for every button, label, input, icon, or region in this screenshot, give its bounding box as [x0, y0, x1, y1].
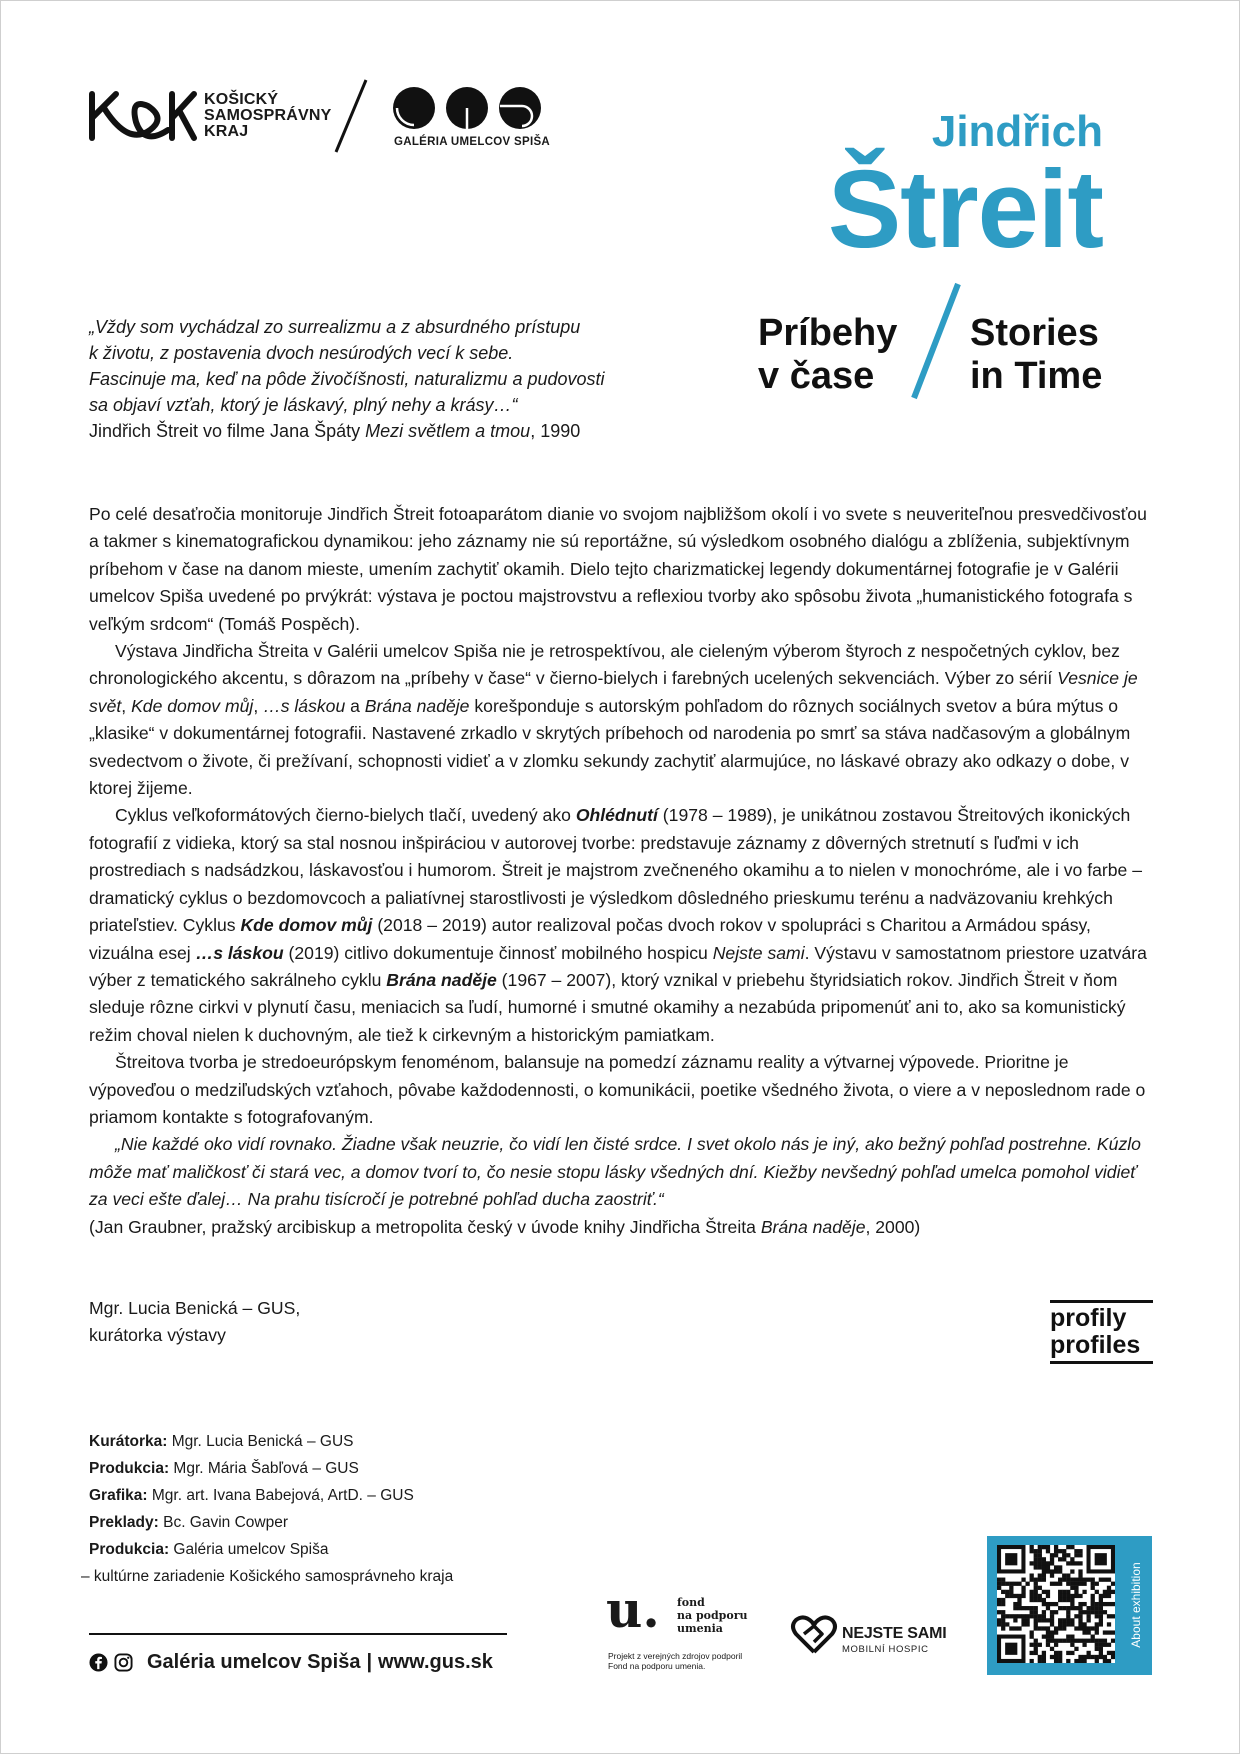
qr-code[interactable]	[997, 1545, 1115, 1663]
body-paragraph-3	[89, 802, 1151, 1049]
qr-label	[1128, 1540, 1146, 1670]
closing-quote-attribution	[89, 1214, 1151, 1241]
profily-text	[1050, 1303, 1153, 1361]
body-text	[89, 501, 1151, 1241]
signature-name: Mgr. Lucia Benická – GUS,	[89, 1298, 301, 1318]
p3-text-b: (1978 – 1989), je unikátnou zostavou Štreitových ikonických fotografií z vidieka, ktorý sa stal nosnou inšpiráciou v autorovej tvorbe: predstavuje záznamy z dôverných stretnutí s ľuďmi v ich prostrediach s nadsádzkou, láskavosťou i humorom. Štreit je majstrom zvečneného okamihu a to nielen v monochróme, ale i vo farbe – dramatický cyklus o bezdomovcoch a paliatívnej starostlivosti je výsledkom dôsledného prieskumu terénu a nadväzovaniu krehkých priateľstiev. Cyklus	[89, 805, 1142, 936]
quote-attr-book: Brána naděje	[760, 1216, 866, 1237]
credit-row	[89, 1455, 453, 1482]
profily-line-2: profiles	[1050, 1331, 1141, 1359]
body-paragraph-1: Po celé desaťročia monitoruje Jindřich Štreit fotoaparátom dianie vo svojom najbližšom okolí i vo svete s neuveriteľnou presvedčivosťou a takmer s kinematografickou dynamikou: jeho záznamy nie sú reportážne, sú výsledkom osobného dialógu a zblíženia, subjektívnym príbehom v čase na danom mieste, umením zachytiť okamih. Dielo tejto charizmatickej legendy dokumentárnej fotografie je v Galérii umelcov Spiša uvedené po prvýkrát: výstava je poctou majstrovstvu a reflexiou tvorby ako spôsobu života „humanistického fotografa s veľkým srdcom“ (Tomáš Pospěch).	[89, 504, 1147, 634]
fond-line-3: umenia	[677, 1622, 723, 1635]
credit-value: Mgr. Lucia Benická – GUS	[167, 1433, 354, 1450]
artist-last-name: Štreit	[827, 148, 1103, 271]
credit-value: Galéria umelcov Spiša	[169, 1541, 329, 1558]
credit-value: Bc. Gavin Cowper	[158, 1514, 289, 1531]
ksk-line-3: KRAJ	[204, 123, 249, 140]
footer	[89, 1650, 493, 1674]
p2-text-b: ,	[121, 695, 132, 716]
subtitle-sk	[758, 312, 897, 398]
attribution-suffix: , 1990	[530, 421, 581, 441]
p2-text-e: korešponduje s autorským pohľadom do rôznych sociálnych svetov a búra mýtus o „klasike“ v dokumentárnej fotografii. Nastavené zrkadlo v skrytých príbehoch od narodenia po smrť sa stáva nadčasovým a globálnym svedectvom o živote, či prežívaní, schopnosti vidieť a v zlomku sekundy zachytiť alarmujúce, no láskavé obrazy ako odkazy o dobe, v ktorej žijeme.	[89, 695, 1131, 799]
footer-website-link[interactable]: www.gus.sk	[378, 1651, 493, 1673]
credit-row-continuation: – kultúrne zariadenie Košického samosprávneho kraja	[81, 1568, 454, 1585]
qr-label-text: About exhibition	[1129, 1562, 1144, 1648]
p2-series-4: Brána naděje	[364, 695, 470, 716]
fond-logo-mark: u.	[606, 1580, 660, 1639]
attribution-film: Mezi světlem a tmou	[365, 421, 531, 441]
credit-value: Mgr. art. Ivana Babejová, ArtD. – GUS	[147, 1487, 414, 1504]
qr-code-icon	[997, 1545, 1115, 1663]
subtitle-slash	[892, 282, 962, 400]
opening-quote-line-2: k životu, z postavenia dvoch nesúrodých vecí k sebe.	[89, 343, 514, 363]
opening-quote-line-1: „Vždy som vychádzal zo surrealizmu a z absurdného prístupu	[89, 317, 581, 337]
body-paragraph-2	[89, 638, 1151, 802]
p2-text-c: ,	[253, 695, 264, 716]
credit-label: Kurátorka:	[89, 1433, 168, 1450]
p3-text-a: Cyklus veľkoformátových čierno-bielych tlačí, uvedený ako	[115, 805, 576, 826]
p3-text-e: . Výstavu v samostatnom priestore uzatvára výber z tematického sakrálneho cyklu	[89, 942, 1147, 990]
ksk-logo-icon	[88, 84, 198, 148]
instagram-icon[interactable]	[114, 1653, 133, 1672]
fond-support-note	[608, 1651, 742, 1671]
subtitle-sk-line-2: v čase	[758, 355, 875, 397]
gus-logo-icon	[392, 84, 542, 132]
credit-row	[89, 1428, 453, 1455]
subtitle-en	[970, 312, 1102, 398]
p3-cycle-2: Kde domov můj	[240, 915, 373, 936]
opening-quote	[89, 314, 689, 444]
credit-label: Preklady:	[89, 1514, 159, 1531]
credit-label: Produkcia:	[89, 1541, 170, 1558]
profily-logo	[1050, 1300, 1153, 1364]
profily-line-1: profily	[1050, 1304, 1127, 1332]
p2-series-3: …s láskou	[263, 695, 346, 716]
gus-logo-text: GALÉRIA UMELCOV SPIŠA	[394, 136, 551, 148]
fond-line-2: na podporu	[677, 1609, 748, 1622]
logo-divider-slash	[330, 78, 370, 154]
nejste-sami-subtitle: MOBILNÍ HOSPIC	[842, 1644, 929, 1655]
ksk-logo-text	[204, 92, 332, 140]
p2-text-a: Výstava Jindřicha Štreita v Galérii umelcov Spiša nie je retrospektívou, ale cieleným výberom štyroch z nespočetných cyklov, bez chronologického akcentu, s dôrazom na „príbehy v čase“ v čierno-bielych i farebných ucelených sekvenciách. Výber zo sérií	[89, 641, 1120, 689]
p3-cycle-3: …s láskou	[195, 942, 284, 963]
p2-series-2: Kde domov můj	[131, 695, 254, 716]
quote-attr-b: , 2000)	[865, 1216, 921, 1237]
credit-label: Produkcia:	[89, 1460, 170, 1477]
opening-quote-line-4: sa objaví vzťah, ktorý je láskavý, plný nehy a krásy…“	[89, 395, 518, 415]
nejste-sami-name: NEJSTE SAMI	[842, 1625, 947, 1642]
credit-value: Mgr. Mária Šabľová – GUS	[169, 1460, 359, 1477]
opening-quote-attribution	[89, 418, 689, 444]
credit-label: Grafika:	[89, 1487, 148, 1504]
curator-signature	[89, 1295, 300, 1350]
subtitle-sk-line-1: Príbehy	[758, 312, 898, 354]
p3-text-f: (1967 – 2007), ktorý vznikal v priebehu štyridsiatich rokov. Jindřich Štreit v ňom sleduje rôzne cirkvi v plynutí času, meniacich sa ľudí, humorné i smutné okamihy a nezabúda pripomenúť ani to, ako sa komunistický režim choval nielen k duchovným, ale tiež k cirkevným a historickým pamiatkam.	[89, 969, 1126, 1045]
p2-text-d: a	[345, 695, 365, 716]
profily-rule-bottom	[1050, 1361, 1153, 1364]
subtitle-en-line-1: Stories	[970, 312, 1099, 354]
p3-text-c: (2018 – 2019) autor realizoval počas dvoch rokov v spolupráci s Charitou a Armádou spásy, vizuálna esej	[89, 915, 1091, 963]
attribution-prefix: Jindřich Štreit vo filme Jana Špáty	[89, 421, 366, 441]
fond-note-line-2: Fond na podporu umenia.	[608, 1661, 706, 1671]
p2-series-1: Vesnice je svět	[89, 668, 1138, 716]
body-paragraph-4: Štreitova tvorba je stredoeurópskym fenoménom, balansuje na pomedzí záznamu reality a výtvarnej výpovede. Prioritne je výpoveďou o medziľudských vzťahoch, pôvabe každodennosti, o komunikácii, poetike všedného života, o viere a v neposlednom rade o priamom kontakte s fotografovaným.	[89, 1052, 1146, 1127]
credit-row	[89, 1482, 453, 1509]
fond-line-1: fond	[677, 1596, 705, 1609]
subtitle-en-line-2: in Time	[970, 355, 1103, 397]
artist-first-name: Jindřich	[931, 107, 1103, 156]
p3-cycle-4: Brána naděje	[386, 969, 497, 990]
fond-note-line-1: Projekt z verejných zdrojov podporil	[608, 1651, 743, 1661]
credit-row	[89, 1509, 453, 1536]
facebook-icon[interactable]	[89, 1653, 108, 1672]
opening-quote-line-3: Fascinuje ma, keď na pôde živočíšnosti, naturalizmu a pudovosti	[89, 369, 605, 389]
footer-separator: |	[366, 1651, 373, 1673]
heart-hands-icon	[790, 1612, 838, 1656]
p3-hospice-name: Nejste sami	[712, 942, 805, 963]
credit-row	[89, 1536, 453, 1563]
closing-quote: „Nie každé oko vidí rovnako. Žiadne však neuzrie, čo vidí len čisté srdce. I svet okolo nás je iný, ako bežný pohľad postrehne. Kúzlo môže mať maličkosť či stará vec, a domov tvorí to, čo nesie stopu lásky všedných dní. Kiežby nevšedný pohľad umelca pomohol vidieť za veci ešte ďalej… Na prahu tisícročí je potrebné pohľad ducha zaostriť.“	[89, 1134, 1141, 1210]
ksk-line-2: SAMOSPRÁVNY	[204, 107, 332, 124]
p3-cycle-1: Ohlédnutí	[575, 805, 658, 826]
fond-logo-text	[677, 1596, 748, 1635]
signature-role: kurátorka výstavy	[89, 1325, 226, 1346]
credits	[81, 1428, 454, 1590]
footer-gallery-name: Galéria umelcov Spiša	[147, 1651, 361, 1673]
ksk-line-1: KOŠICKÝ	[204, 91, 279, 108]
footer-rule	[89, 1633, 507, 1635]
quote-attr-a: (Jan Graubner, pražský arcibiskup a metropolita český v úvode knihy Jindřicha Štreita	[89, 1216, 761, 1237]
p3-text-d: (2019) citlivo dokumentuje činnosť mobilného hospicu	[283, 942, 713, 963]
